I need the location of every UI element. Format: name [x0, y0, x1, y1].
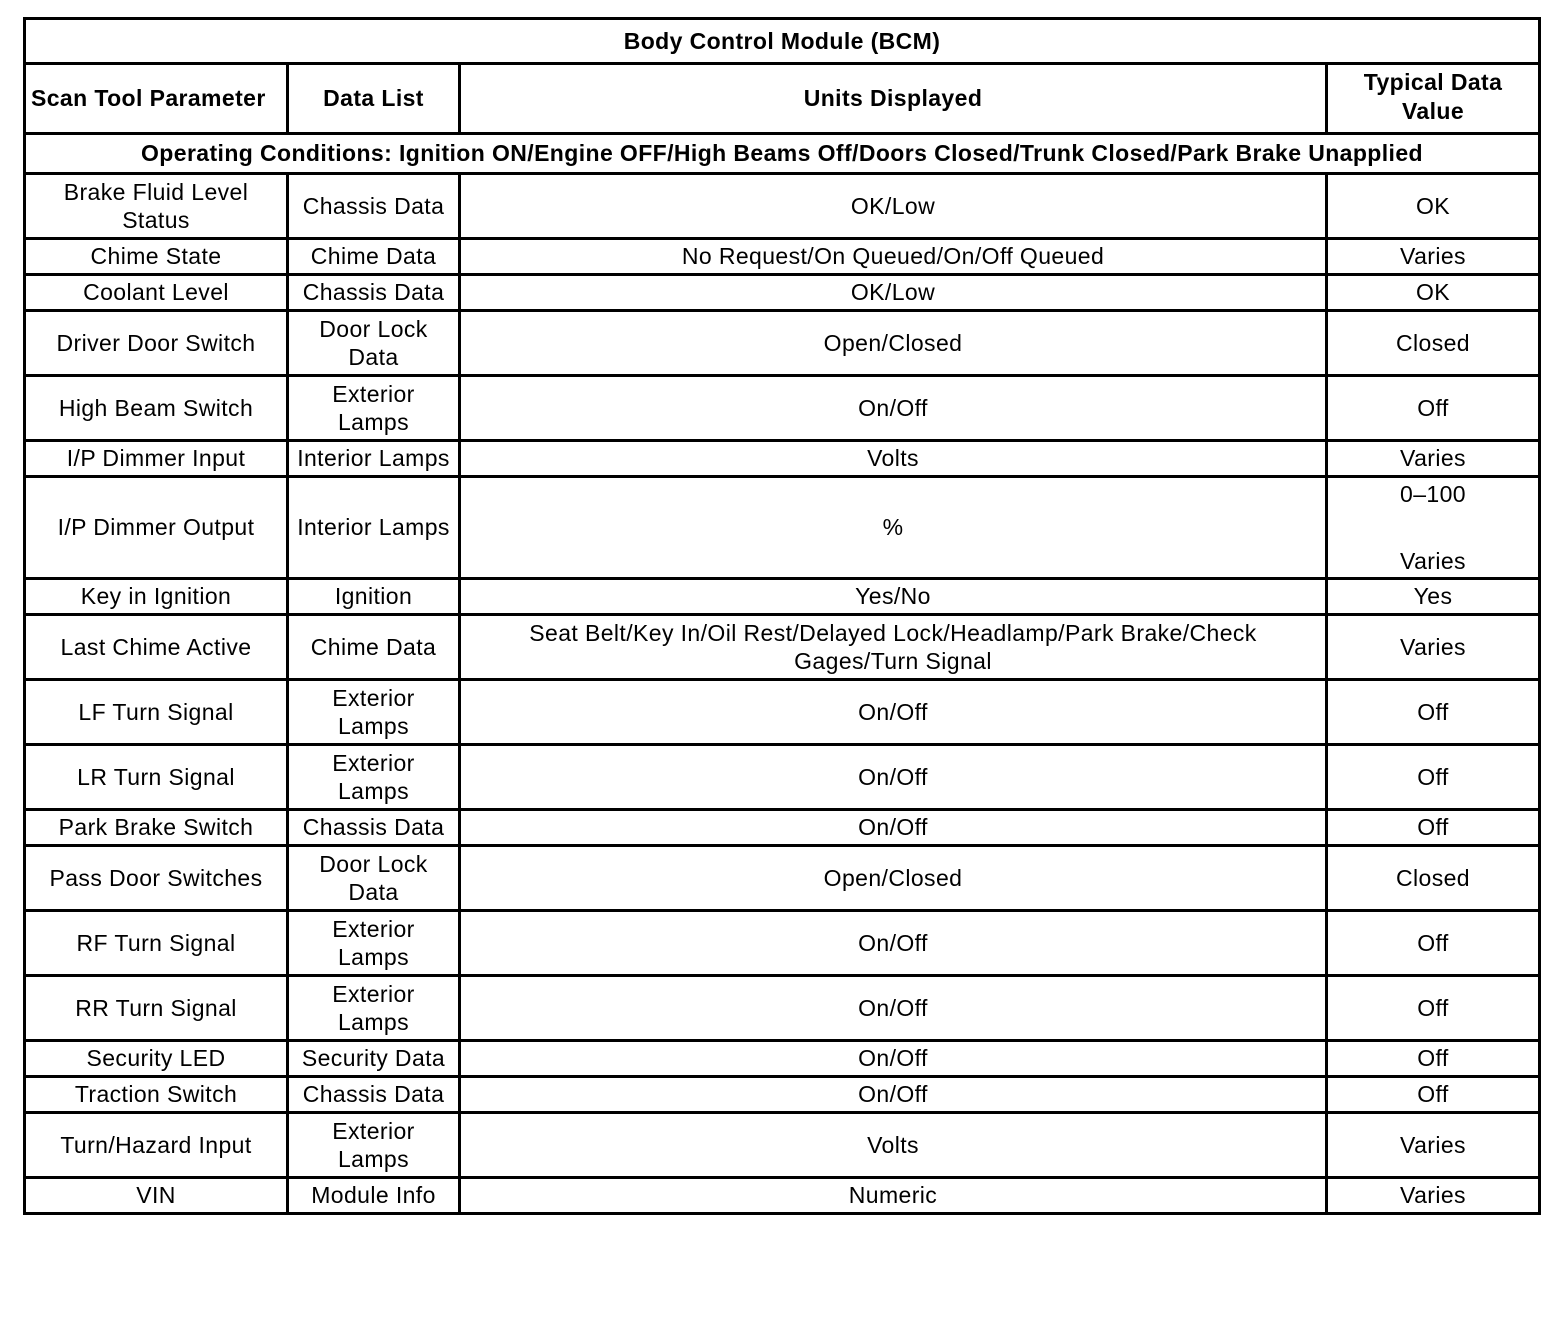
table-row	[25, 376, 1540, 441]
table-row	[25, 1077, 1540, 1113]
typical-value-cell	[1327, 477, 1540, 579]
table-row	[25, 239, 1540, 275]
param-cell: I/P Dimmer Input	[25, 441, 288, 477]
param-cell: VIN	[25, 1178, 288, 1214]
typical-value-cell: Off	[1327, 911, 1540, 976]
table-row	[25, 745, 1540, 810]
param-cell: Last Chime Active	[25, 615, 288, 680]
typical-value-cell: Yes	[1327, 579, 1540, 615]
units-cell: No Request/On Queued/On/Off Queued	[460, 239, 1327, 275]
param-cell: Park Brake Switch	[25, 810, 288, 846]
table-row	[25, 311, 1540, 376]
units-cell: On/Off	[460, 376, 1327, 441]
data-list-cell: Chassis Data	[288, 174, 460, 239]
param-cell: LF Turn Signal	[25, 680, 288, 745]
units-cell: On/Off	[460, 745, 1327, 810]
units-cell: Volts	[460, 1113, 1327, 1178]
param-cell: RR Turn Signal	[25, 976, 288, 1041]
table-row	[25, 174, 1540, 239]
data-list-cell: Exterior Lamps	[288, 680, 460, 745]
table-row	[25, 441, 1540, 477]
data-list-cell: Chassis Data	[288, 810, 460, 846]
units-cell: Volts	[460, 441, 1327, 477]
units-cell: OK/Low	[460, 275, 1327, 311]
header-typical-data-value: Typical Data Value	[1327, 64, 1540, 134]
param-cell: Turn/Hazard Input	[25, 1113, 288, 1178]
units-cell: Open/Closed	[460, 311, 1327, 376]
data-list-cell: Exterior Lamps	[288, 376, 460, 441]
units-cell: On/Off	[460, 810, 1327, 846]
units-cell: Seat Belt/Key In/Oil Rest/Delayed Lock/Headlamp/Park Brake/Check Gages/Turn Signal	[460, 615, 1327, 680]
data-list-cell: Exterior Lamps	[288, 1113, 460, 1178]
typical-value-cell: Varies	[1327, 1178, 1540, 1214]
param-cell: Traction Switch	[25, 1077, 288, 1113]
table-row	[25, 976, 1540, 1041]
param-cell: Pass Door Switches	[25, 846, 288, 911]
table-title-row	[25, 19, 1540, 64]
param-cell: Coolant Level	[25, 275, 288, 311]
operating-conditions-row	[25, 134, 1540, 174]
param-cell: Chime State	[25, 239, 288, 275]
header-data-list: Data List	[288, 64, 460, 134]
table-row	[25, 680, 1540, 745]
param-cell: LR Turn Signal	[25, 745, 288, 810]
table-row	[25, 615, 1540, 680]
typical-value-note: Varies	[1400, 548, 1466, 574]
typical-value-cell: OK	[1327, 275, 1540, 311]
header-scan-tool-parameter: Scan Tool Parameter	[25, 64, 288, 134]
param-cell: Security LED	[25, 1041, 288, 1077]
data-list-cell: Exterior Lamps	[288, 911, 460, 976]
param-cell: I/P Dimmer Output	[25, 477, 288, 579]
typical-value-cell: Varies	[1327, 239, 1540, 275]
table-row	[25, 1041, 1540, 1077]
typical-value-cell: Off	[1327, 376, 1540, 441]
bcm-document	[23, 17, 1538, 1215]
table-row	[25, 846, 1540, 911]
data-list-cell: Ignition	[288, 579, 460, 615]
units-cell: Open/Closed	[460, 846, 1327, 911]
units-cell: On/Off	[460, 911, 1327, 976]
table-row	[25, 911, 1540, 976]
header-row	[25, 64, 1540, 134]
typical-value-cell: Closed	[1327, 846, 1540, 911]
table-title: Body Control Module (BCM)	[25, 19, 1540, 64]
typical-value-cell: Varies	[1327, 615, 1540, 680]
data-list-cell: Door Lock Data	[288, 311, 460, 376]
units-cell: On/Off	[460, 1077, 1327, 1113]
typical-value-cell: Off	[1327, 1077, 1540, 1113]
data-list-cell: Chime Data	[288, 615, 460, 680]
param-cell: High Beam Switch	[25, 376, 288, 441]
units-cell: Numeric	[460, 1178, 1327, 1214]
bcm-data-table	[23, 17, 1541, 1215]
data-list-cell: Exterior Lamps	[288, 976, 460, 1041]
table-row	[25, 810, 1540, 846]
data-list-cell: Chassis Data	[288, 1077, 460, 1113]
typical-value-cell: OK	[1327, 174, 1540, 239]
param-cell: RF Turn Signal	[25, 911, 288, 976]
units-cell: On/Off	[460, 1041, 1327, 1077]
units-cell: %	[460, 477, 1327, 579]
typical-value-cell: Off	[1327, 1041, 1540, 1077]
typical-value-cell: Off	[1327, 976, 1540, 1041]
units-cell: Yes/No	[460, 579, 1327, 615]
typical-value-cell: Off	[1327, 810, 1540, 846]
table-row	[25, 1178, 1540, 1214]
units-cell: OK/Low	[460, 174, 1327, 239]
typical-value-cell: Varies	[1327, 1113, 1540, 1178]
table-row	[25, 1113, 1540, 1178]
table-row	[25, 579, 1540, 615]
typical-value-range: 0–100	[1400, 480, 1466, 507]
table-row	[25, 477, 1540, 579]
table-row	[25, 275, 1540, 311]
data-list-cell: Interior Lamps	[288, 441, 460, 477]
typical-value-cell: Off	[1327, 745, 1540, 810]
data-list-cell: Door Lock Data	[288, 846, 460, 911]
typical-value-cell: Varies	[1327, 441, 1540, 477]
param-cell: Brake Fluid Level Status	[25, 174, 288, 239]
operating-conditions: Operating Conditions: Ignition ON/Engine OFF/High Beams Off/Doors Closed/Trunk Closed/Park Brake Unapplied	[25, 134, 1540, 174]
data-list-cell: Chassis Data	[288, 275, 460, 311]
data-list-cell: Chime Data	[288, 239, 460, 275]
typical-value-cell: Closed	[1327, 311, 1540, 376]
param-cell: Key in Ignition	[25, 579, 288, 615]
units-cell: On/Off	[460, 976, 1327, 1041]
data-list-cell: Interior Lamps	[288, 477, 460, 579]
data-list-cell: Security Data	[288, 1041, 460, 1077]
units-cell: On/Off	[460, 680, 1327, 745]
typical-value-cell: Off	[1327, 680, 1540, 745]
param-cell: Driver Door Switch	[25, 311, 288, 376]
header-units-displayed: Units Displayed	[460, 64, 1327, 134]
data-list-cell: Exterior Lamps	[288, 745, 460, 810]
data-list-cell: Module Info	[288, 1178, 460, 1214]
